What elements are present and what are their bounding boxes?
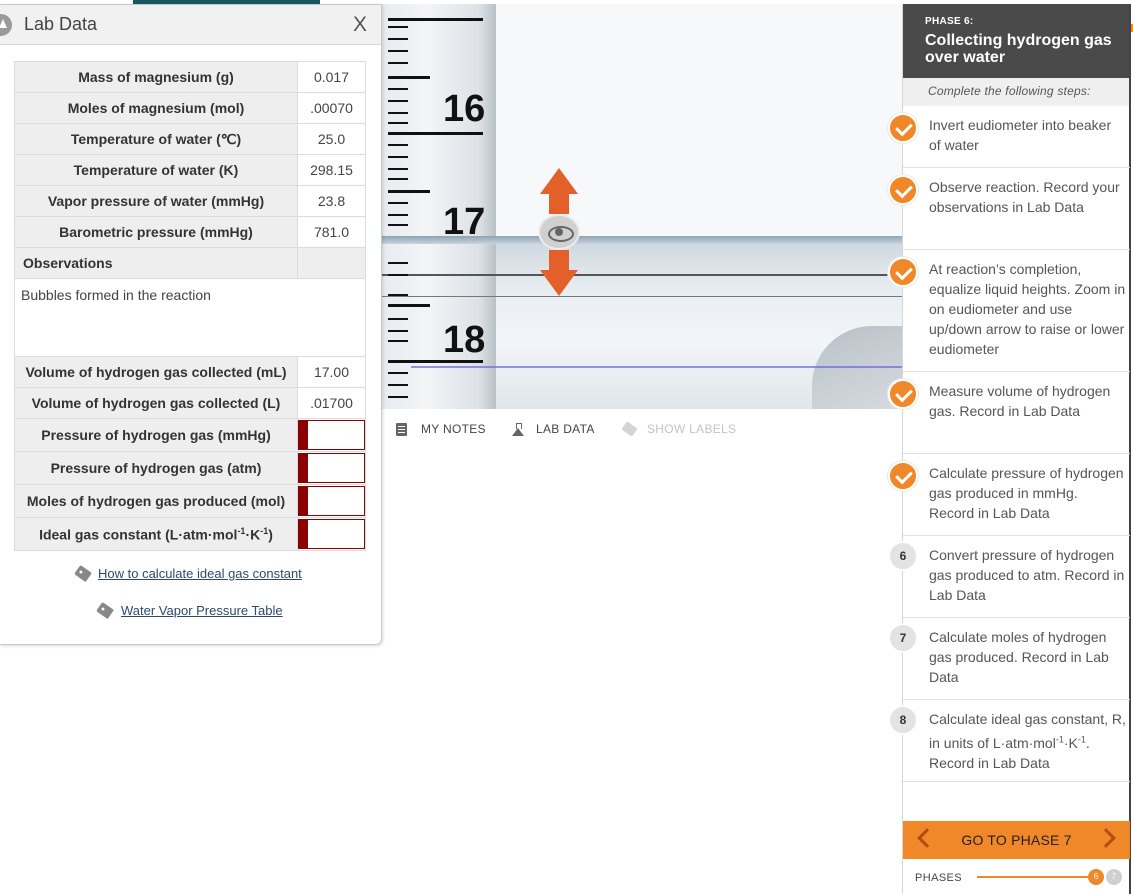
ideal-gas-constant-link[interactable]: How to calculate ideal gas constant bbox=[98, 566, 302, 581]
scale-tick bbox=[388, 88, 408, 90]
step-text-part: Calculate ideal gas constant, R, in units of L·atm·mol bbox=[929, 711, 1126, 751]
row-label: Moles of hydrogen gas produced (mol) bbox=[15, 485, 298, 518]
phase-dot[interactable]: 6 bbox=[1088, 869, 1104, 885]
scale-tick bbox=[388, 318, 408, 320]
go-to-next-phase-button[interactable] bbox=[903, 821, 1130, 859]
scale-tick bbox=[388, 214, 408, 216]
tag-icon bbox=[96, 602, 114, 619]
step-text bbox=[929, 711, 1126, 771]
lab-data-header bbox=[0, 5, 381, 45]
row-label: Barometric pressure (mmHg) bbox=[15, 217, 298, 248]
superscript: -1 bbox=[260, 525, 269, 536]
scale-tick bbox=[388, 26, 408, 28]
table-row bbox=[15, 419, 366, 452]
table-row bbox=[15, 186, 366, 217]
scale-tick bbox=[388, 156, 408, 158]
simulation-viewport[interactable] bbox=[381, 4, 902, 409]
scale-tick bbox=[388, 100, 408, 102]
phase-title: Collecting hydrogen gas over water bbox=[925, 32, 1112, 66]
observations-textarea[interactable]: Bubbles formed in the reaction bbox=[15, 279, 366, 357]
row-value[interactable]: 23.8 bbox=[298, 186, 366, 217]
phase-number: PHASE 6: bbox=[925, 16, 974, 27]
gas-constant-input-cell bbox=[298, 518, 366, 551]
scale-tick bbox=[388, 168, 408, 170]
scale-tick bbox=[388, 202, 408, 204]
phases-progress bbox=[903, 861, 1130, 894]
water-level-line bbox=[411, 366, 902, 368]
scale-tick bbox=[388, 224, 408, 226]
step-text: At reaction’s completion, equalize liquid heights. Zoom in on eudiometer and use up/down arrow to raise or lower eudiometer bbox=[929, 261, 1126, 357]
row-label: Volume of hydrogen gas collected (L) bbox=[15, 388, 298, 419]
step-item[interactable] bbox=[903, 168, 1130, 250]
table-row bbox=[15, 485, 366, 518]
lab-data-title: Lab Data bbox=[24, 14, 98, 34]
down-arrow-icon[interactable] bbox=[540, 270, 578, 296]
row-value[interactable]: .00070 bbox=[298, 93, 366, 124]
table-row bbox=[15, 388, 366, 419]
scale-tick bbox=[388, 132, 483, 135]
my-notes-label: MY NOTES bbox=[421, 422, 486, 436]
check-icon bbox=[888, 175, 918, 205]
row-label: Moles of magnesium (mol) bbox=[15, 93, 298, 124]
scale-tick bbox=[388, 112, 408, 114]
observations-header-empty bbox=[298, 248, 366, 279]
lab-data-panel bbox=[0, 4, 382, 645]
lab-data-table bbox=[14, 61, 366, 551]
row-label: Vapor pressure of water (mmHg) bbox=[15, 186, 298, 217]
chevron-right-icon[interactable] bbox=[1096, 828, 1116, 848]
superscript: -1 bbox=[237, 525, 246, 536]
scale-tick bbox=[388, 144, 408, 146]
show-labels-button[interactable] bbox=[623, 422, 736, 436]
step-number-badge: 6 bbox=[888, 541, 918, 571]
observations-row bbox=[15, 279, 366, 357]
scale-tick bbox=[388, 18, 483, 21]
table-row bbox=[15, 452, 366, 485]
step-item[interactable] bbox=[903, 250, 1130, 372]
user-icon bbox=[0, 14, 12, 36]
scale-tick bbox=[388, 62, 408, 64]
table-row bbox=[15, 124, 366, 155]
pressure-atm-input[interactable] bbox=[298, 453, 365, 483]
tag-icon bbox=[74, 565, 92, 582]
scale-tick bbox=[388, 38, 408, 40]
down-arrow-stem[interactable] bbox=[549, 250, 569, 272]
row-value[interactable]: 298.15 bbox=[298, 155, 366, 186]
step-item[interactable] bbox=[899, 700, 1130, 782]
row-label: Temperature of water (K) bbox=[15, 155, 298, 186]
water-vapor-table-link[interactable]: Water Vapor Pressure Table bbox=[121, 603, 283, 618]
scale-number: 18 bbox=[443, 319, 486, 361]
scale-tick bbox=[388, 396, 408, 398]
row-value[interactable]: 17.00 bbox=[298, 357, 366, 388]
lab-data-button[interactable] bbox=[512, 422, 595, 436]
step-text: Measure volume of hydrogen gas. Record in Lab Data bbox=[929, 383, 1111, 419]
go-button-label: GO TO PHASE 7 bbox=[961, 832, 1072, 848]
scale-tick bbox=[388, 372, 408, 374]
row-label: Temperature of water (℃) bbox=[15, 124, 298, 155]
raise-lower-control[interactable] bbox=[538, 168, 580, 296]
my-notes-button[interactable] bbox=[396, 422, 486, 436]
scale-number: 17 bbox=[443, 201, 486, 243]
step-item[interactable] bbox=[899, 536, 1130, 618]
step-text-part: . Record in Lab Data bbox=[929, 734, 1090, 771]
up-arrow-icon[interactable] bbox=[540, 168, 578, 194]
scale-tick bbox=[388, 262, 408, 264]
table-row bbox=[15, 357, 366, 388]
row-label: Mass of magnesium (g) bbox=[15, 62, 298, 93]
observations-header-row bbox=[15, 248, 366, 279]
row-value[interactable]: 25.0 bbox=[298, 124, 366, 155]
scale-tick bbox=[388, 294, 408, 296]
table-row bbox=[15, 155, 366, 186]
lab-data-label: LAB DATA bbox=[536, 422, 595, 436]
scale-tick bbox=[388, 340, 408, 342]
table-row bbox=[15, 93, 366, 124]
scale-tick bbox=[388, 330, 408, 332]
phases-track bbox=[977, 876, 1095, 878]
label-part: ) bbox=[268, 526, 273, 543]
scale-tick bbox=[388, 50, 408, 52]
eye-icon[interactable] bbox=[538, 214, 580, 250]
pressure-atm-input-cell bbox=[298, 452, 366, 485]
scale-tick bbox=[388, 190, 430, 193]
table-row bbox=[15, 518, 366, 551]
tube-edge-line bbox=[381, 296, 902, 297]
scale-tick bbox=[388, 384, 408, 386]
tag-icon bbox=[621, 421, 637, 437]
step-item[interactable] bbox=[903, 106, 1130, 168]
step-number-badge: 7 bbox=[888, 623, 918, 653]
check-icon bbox=[888, 257, 918, 287]
phase-header bbox=[903, 4, 1129, 78]
pressure-mmhg-input-cell bbox=[298, 419, 366, 452]
step-number-badge: 8 bbox=[888, 705, 918, 735]
observations-label: Observations bbox=[15, 248, 298, 279]
step-text: Observe reaction. Record your observations in Lab Data bbox=[929, 179, 1120, 215]
row-label: Pressure of hydrogen gas (mmHg) bbox=[15, 419, 298, 452]
step-item[interactable] bbox=[899, 618, 1130, 700]
label-part: ·K bbox=[245, 526, 261, 543]
notes-icon bbox=[396, 423, 407, 436]
check-icon bbox=[888, 113, 918, 143]
scale-tick bbox=[388, 76, 430, 79]
row-value[interactable]: .01700 bbox=[298, 388, 366, 419]
flask-icon bbox=[512, 423, 524, 436]
superscript: -1 bbox=[1055, 734, 1064, 744]
check-icon bbox=[888, 379, 918, 409]
phase-instructions: Complete the following steps: bbox=[903, 78, 1129, 106]
scale-tick bbox=[388, 304, 430, 307]
step-item[interactable] bbox=[903, 372, 1130, 454]
superscript: -1 bbox=[1077, 734, 1086, 744]
scale-tick bbox=[388, 178, 408, 180]
phase-dot[interactable]: 7 bbox=[1106, 869, 1122, 885]
check-icon bbox=[888, 461, 918, 491]
scale-number: 16 bbox=[443, 88, 486, 130]
moles-h2-input-cell bbox=[298, 485, 366, 518]
up-arrow-stem[interactable] bbox=[549, 192, 569, 214]
step-item[interactable] bbox=[903, 454, 1130, 536]
step-text: Convert pressure of hydrogen gas produced to atm. Record in Lab Data bbox=[929, 547, 1125, 603]
show-labels-label: SHOW LABELS bbox=[647, 422, 737, 436]
step-text: Invert eudiometer into beaker of water bbox=[929, 117, 1112, 153]
step-text: Calculate moles of hydrogen gas produced. Record in Lab Data bbox=[929, 629, 1109, 685]
row-value[interactable]: 781.0 bbox=[298, 217, 366, 248]
meniscus-line bbox=[381, 274, 902, 276]
phase-panel bbox=[899, 4, 1131, 894]
phases-label: PHASES bbox=[915, 872, 963, 884]
label-part: Ideal gas constant (L·atm·mol bbox=[39, 526, 238, 543]
row-label: Pressure of hydrogen gas (atm) bbox=[15, 452, 298, 485]
scale-tick bbox=[388, 274, 408, 276]
row-label bbox=[15, 518, 298, 551]
pressure-mmhg-input[interactable] bbox=[298, 420, 365, 450]
row-value[interactable]: 0.017 bbox=[298, 62, 366, 93]
step-text: Calculate pressure of hydrogen gas produced in mmHg. Record in Lab Data bbox=[929, 465, 1124, 521]
gas-constant-input[interactable] bbox=[298, 519, 365, 549]
table-row bbox=[15, 62, 366, 93]
close-button[interactable]: X bbox=[352, 13, 367, 36]
moles-h2-input[interactable] bbox=[298, 486, 365, 516]
scale-tick bbox=[388, 122, 408, 124]
chevron-left-icon[interactable] bbox=[917, 828, 937, 848]
row-label: Volume of hydrogen gas collected (mL) bbox=[15, 357, 298, 388]
step-text-part: ·K bbox=[1063, 734, 1078, 751]
table-row bbox=[15, 217, 366, 248]
